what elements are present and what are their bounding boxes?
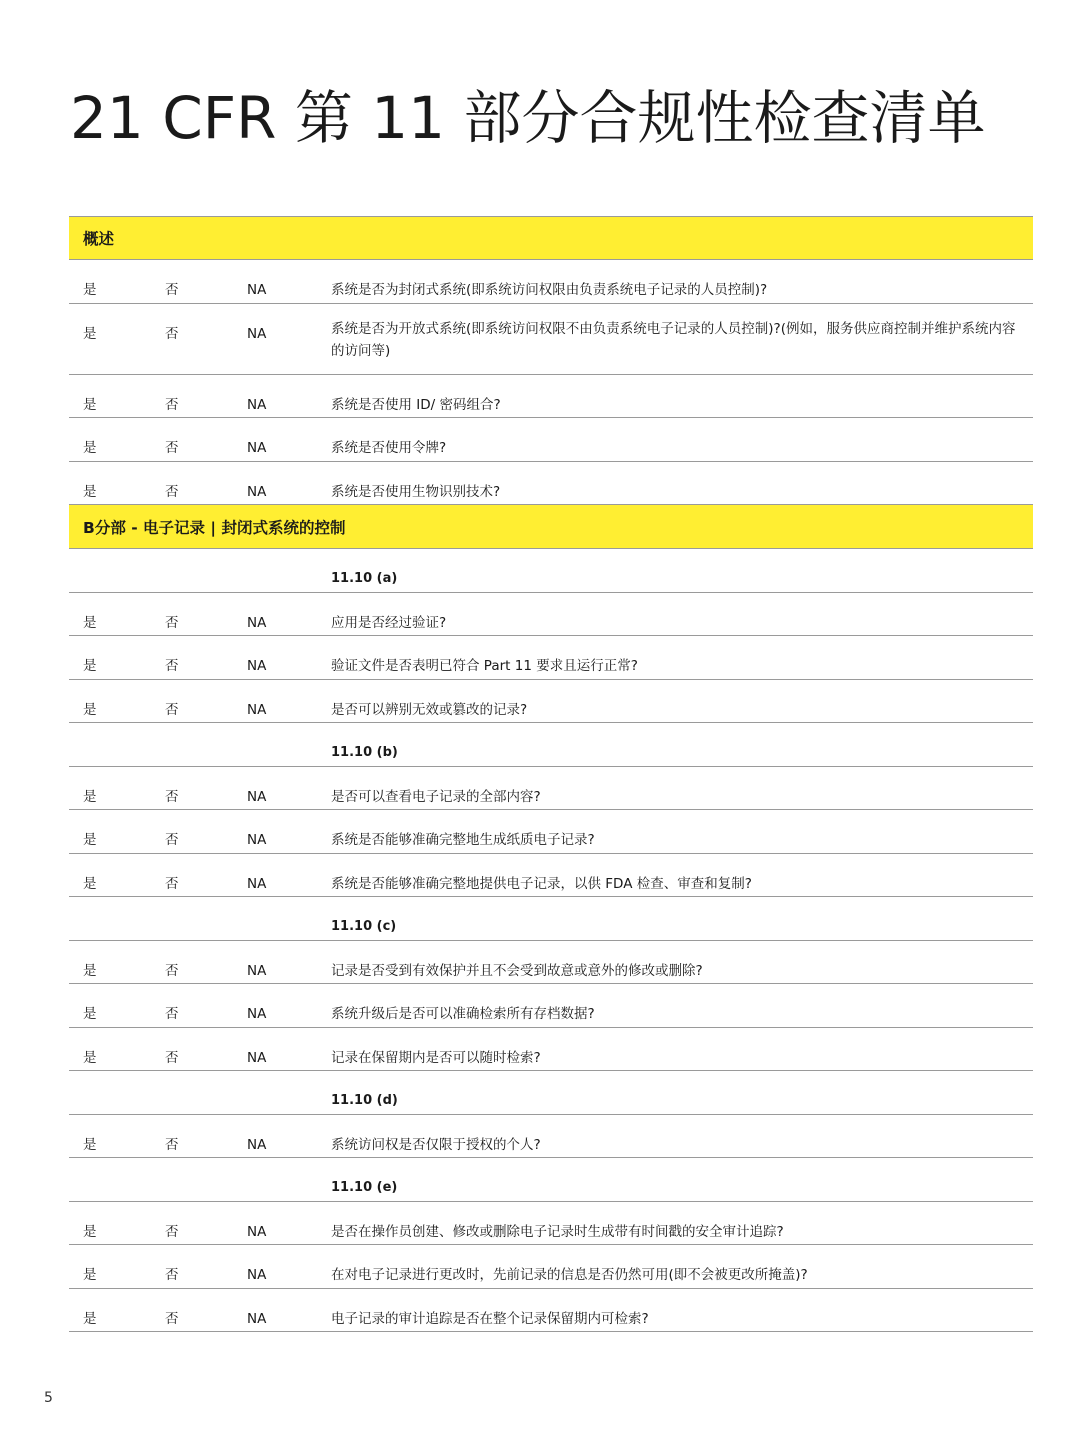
subsection-row <box>69 723 1033 767</box>
na-option[interactable]: NA <box>247 832 267 848</box>
yes-option[interactable]: 是 <box>83 962 97 979</box>
no-option[interactable]: 否 <box>165 788 179 805</box>
checklist-row <box>69 418 1033 462</box>
no-option[interactable]: 否 <box>165 1267 179 1283</box>
no-option[interactable]: 否 <box>165 1223 179 1240</box>
yes-option[interactable]: 是 <box>83 440 97 456</box>
yes-option[interactable]: 是 <box>83 701 97 718</box>
na-option[interactable]: NA <box>247 1223 267 1240</box>
checklist-row <box>69 1028 1033 1072</box>
no-option[interactable]: 否 <box>165 1310 179 1327</box>
checklist-row <box>69 810 1033 854</box>
subsection-row <box>69 897 1033 941</box>
na-option[interactable]: NA <box>247 875 267 892</box>
question-text: 系统是否使用令牌? <box>331 440 447 456</box>
checklist-row <box>69 1245 1033 1289</box>
no-option[interactable]: 否 <box>165 875 179 892</box>
checklist-row <box>69 636 1033 680</box>
question-text: 验证文件是否表明已符合 Part 11 要求且运行正常? <box>331 658 638 674</box>
na-option[interactable]: NA <box>247 440 267 456</box>
na-option[interactable]: NA <box>247 658 267 674</box>
checklist-row <box>69 854 1033 898</box>
yes-option[interactable]: 是 <box>83 658 97 674</box>
yes-option[interactable]: 是 <box>83 282 97 298</box>
no-option[interactable]: 否 <box>165 396 179 413</box>
checklist-row <box>69 375 1033 419</box>
yes-option[interactable]: 是 <box>83 1267 97 1283</box>
na-option[interactable]: NA <box>247 788 267 805</box>
na-option[interactable]: NA <box>247 1006 267 1022</box>
yes-option[interactable]: 是 <box>83 832 97 848</box>
subsection-row <box>69 1158 1033 1202</box>
section-header: B分部 - 电子记录 | 封闭式系统的控制 <box>69 505 1033 549</box>
checklist-table <box>69 216 1033 1332</box>
no-option[interactable]: 否 <box>165 1006 179 1022</box>
checklist-row <box>69 941 1033 985</box>
no-option[interactable]: 否 <box>165 614 179 631</box>
question-text: 系统是否能够准确完整地生成纸质电子记录? <box>331 832 595 848</box>
question-text: 是否在操作员创建、修改或删除电子记录时生成带有时间戳的安全审计追踪? <box>331 1223 784 1240</box>
subsection-row <box>69 1071 1033 1115</box>
yes-option[interactable]: 是 <box>83 396 97 413</box>
na-option[interactable]: NA <box>247 962 267 979</box>
yes-option[interactable]: 是 <box>83 1136 97 1153</box>
na-option[interactable]: NA <box>247 1136 267 1153</box>
question-text: 系统是否使用 ID/ 密码组合? <box>331 396 501 413</box>
yes-option[interactable]: 是 <box>83 1049 97 1066</box>
no-option[interactable]: 否 <box>165 962 179 979</box>
checklist-row <box>69 593 1033 637</box>
yes-option[interactable]: 是 <box>83 1223 97 1240</box>
na-option[interactable]: NA <box>247 325 267 342</box>
yes-option[interactable]: 是 <box>83 1006 97 1022</box>
question-text: 系统访问权是否仅限于授权的个人? <box>331 1136 541 1153</box>
question-text: 系统是否使用生物识别技术? <box>331 483 501 500</box>
na-option[interactable]: NA <box>247 1049 267 1066</box>
no-option[interactable]: 否 <box>165 483 179 500</box>
na-option[interactable]: NA <box>247 282 267 298</box>
section-header: 概述 <box>69 217 1033 260</box>
question-text: 记录是否受到有效保护并且不会受到故意或意外的修改或删除? <box>331 962 703 979</box>
checklist-row <box>69 1289 1033 1333</box>
checklist-row <box>69 462 1033 506</box>
na-option[interactable]: NA <box>247 701 267 718</box>
question-text: 系统是否为开放式系统(即系统访问权限不由负责系统电子记录的人员控制)?(例如，服务供应商控制并维护系统内容的访问等) <box>331 320 1016 359</box>
na-option[interactable]: NA <box>247 396 267 413</box>
yes-option[interactable]: 是 <box>83 325 97 342</box>
yes-option[interactable]: 是 <box>83 875 97 892</box>
checklist-row <box>69 984 1033 1028</box>
question-text: 应用是否经过验证? <box>331 614 447 631</box>
question-text: 记录在保留期内是否可以随时检索? <box>331 1049 541 1066</box>
yes-option[interactable]: 是 <box>83 483 97 500</box>
no-option[interactable]: 否 <box>165 282 179 298</box>
page-title: 21 CFR 第 11 部分合规性检查清单 <box>70 84 986 152</box>
checklist-row <box>69 260 1033 304</box>
question-text: 系统是否为封闭式系统(即系统访问权限由负责系统电子记录的人员控制)? <box>331 282 768 298</box>
no-option[interactable]: 否 <box>165 325 179 342</box>
no-option[interactable]: 否 <box>165 1049 179 1066</box>
no-option[interactable]: 否 <box>165 658 179 674</box>
checklist-row <box>69 1202 1033 1246</box>
no-option[interactable]: 否 <box>165 1136 179 1153</box>
yes-option[interactable]: 是 <box>83 1310 97 1327</box>
na-option[interactable]: NA <box>247 1310 267 1327</box>
subsection-label: 11.10 (a) <box>331 571 398 586</box>
na-option[interactable]: NA <box>247 1267 267 1283</box>
subsection-row <box>69 549 1033 593</box>
yes-option[interactable]: 是 <box>83 788 97 805</box>
question-text: 是否可以辨别无效或篡改的记录? <box>331 701 528 718</box>
question-text: 电子记录的审计追踪是否在整个记录保留期内可检索? <box>331 1310 649 1327</box>
subsection-label: 11.10 (b) <box>331 745 398 760</box>
subsection-label: 11.10 (d) <box>331 1093 398 1108</box>
no-option[interactable]: 否 <box>165 440 179 456</box>
yes-option[interactable]: 是 <box>83 614 97 631</box>
checklist-row <box>69 680 1033 724</box>
subsection-label: 11.10 (e) <box>331 1180 398 1195</box>
no-option[interactable]: 否 <box>165 701 179 718</box>
na-option[interactable]: NA <box>247 614 267 631</box>
checklist-row <box>69 304 1033 375</box>
page-number: 5 <box>44 1390 53 1406</box>
question-text: 系统是否能够准确完整地提供电子记录，以供 FDA 检查、审查和复制? <box>331 875 752 892</box>
na-option[interactable]: NA <box>247 483 267 500</box>
checklist-row <box>69 767 1033 811</box>
question-text: 系统升级后是否可以准确检索所有存档数据? <box>331 1006 595 1022</box>
checklist-row <box>69 1115 1033 1159</box>
question-text: 在对电子记录进行更改时，先前记录的信息是否仍然可用(即不会被更改所掩盖)? <box>331 1267 808 1283</box>
subsection-label: 11.10 (c) <box>331 919 397 934</box>
question-text: 是否可以查看电子记录的全部内容? <box>331 788 541 805</box>
no-option[interactable]: 否 <box>165 832 179 848</box>
